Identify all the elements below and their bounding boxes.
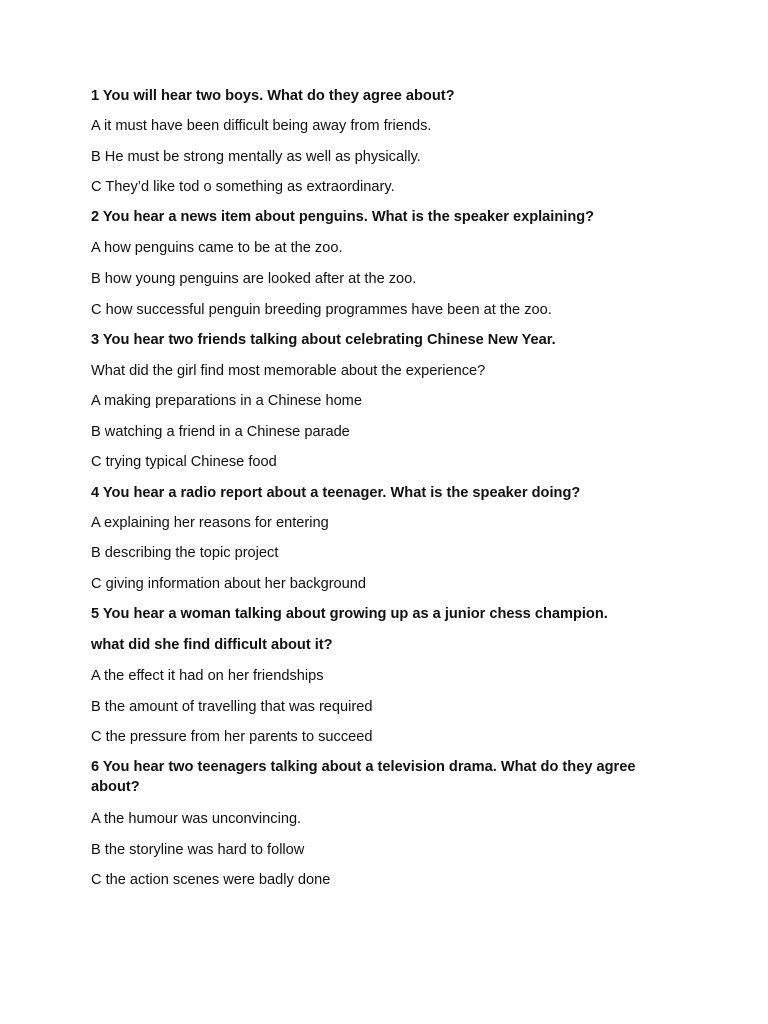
question-6-option-a: A the humour was unconvincing. — [91, 811, 302, 827]
question-1-option-c: C They’d like tod o something as extraordinary. — [91, 179, 395, 195]
question-2-title: 2 You hear a news item about penguins. What is the speaker explaining? — [91, 209, 595, 225]
question-3-option-a: A making preparations in a Chinese home — [91, 393, 362, 409]
question-5-title: 5 You hear a woman talking about growing up as a junior chess champion. — [91, 606, 608, 622]
question-2-option-c: C how successful penguin breeding programmes have been at the zoo. — [91, 302, 552, 318]
question-3-option-b: B watching a friend in a Chinese parade — [91, 424, 350, 440]
question-5-option-b: B the amount of travelling that was required — [91, 699, 373, 715]
question-5-option-c: C the pressure from her parents to succeed — [91, 729, 373, 745]
question-1-title: 1 You will hear two boys. What do they agree about? — [91, 88, 455, 104]
question-1-option-b: B He must be strong mentally as well as physically. — [91, 149, 421, 165]
question-4-option-b: B describing the topic project — [91, 545, 279, 561]
question-3-title: 3 You hear two friends talking about celebrating Chinese New Year. — [91, 332, 556, 348]
question-4-option-c: C giving information about her background — [91, 576, 367, 592]
question-2-option-a: A how penguins came to be at the zoo. — [91, 240, 343, 256]
question-3-subtitle: What did the girl find most memorable about the experience? — [91, 363, 486, 379]
question-6-option-b: B the storyline was hard to follow — [91, 842, 305, 858]
question-6-title: 6 You hear two teenagers talking about a television drama. What do they agree about? — [91, 759, 636, 795]
question-6-option-c: C the action scenes were badly done — [91, 872, 331, 888]
question-5-option-a: A the effect it had on her friendships — [91, 668, 324, 684]
question-2-option-b: B how young penguins are looked after at the zoo. — [91, 271, 417, 287]
question-3-option-c: C trying typical Chinese food — [91, 454, 277, 470]
question-4-option-a: A explaining her reasons for entering — [91, 515, 329, 531]
question-5-subtitle: what did she find difficult about it? — [91, 637, 333, 653]
question-4-title: 4 You hear a radio report about a teenager. What is the speaker doing? — [91, 485, 581, 501]
question-1-option-a: A it must have been difficult being away from friends. — [91, 118, 432, 134]
